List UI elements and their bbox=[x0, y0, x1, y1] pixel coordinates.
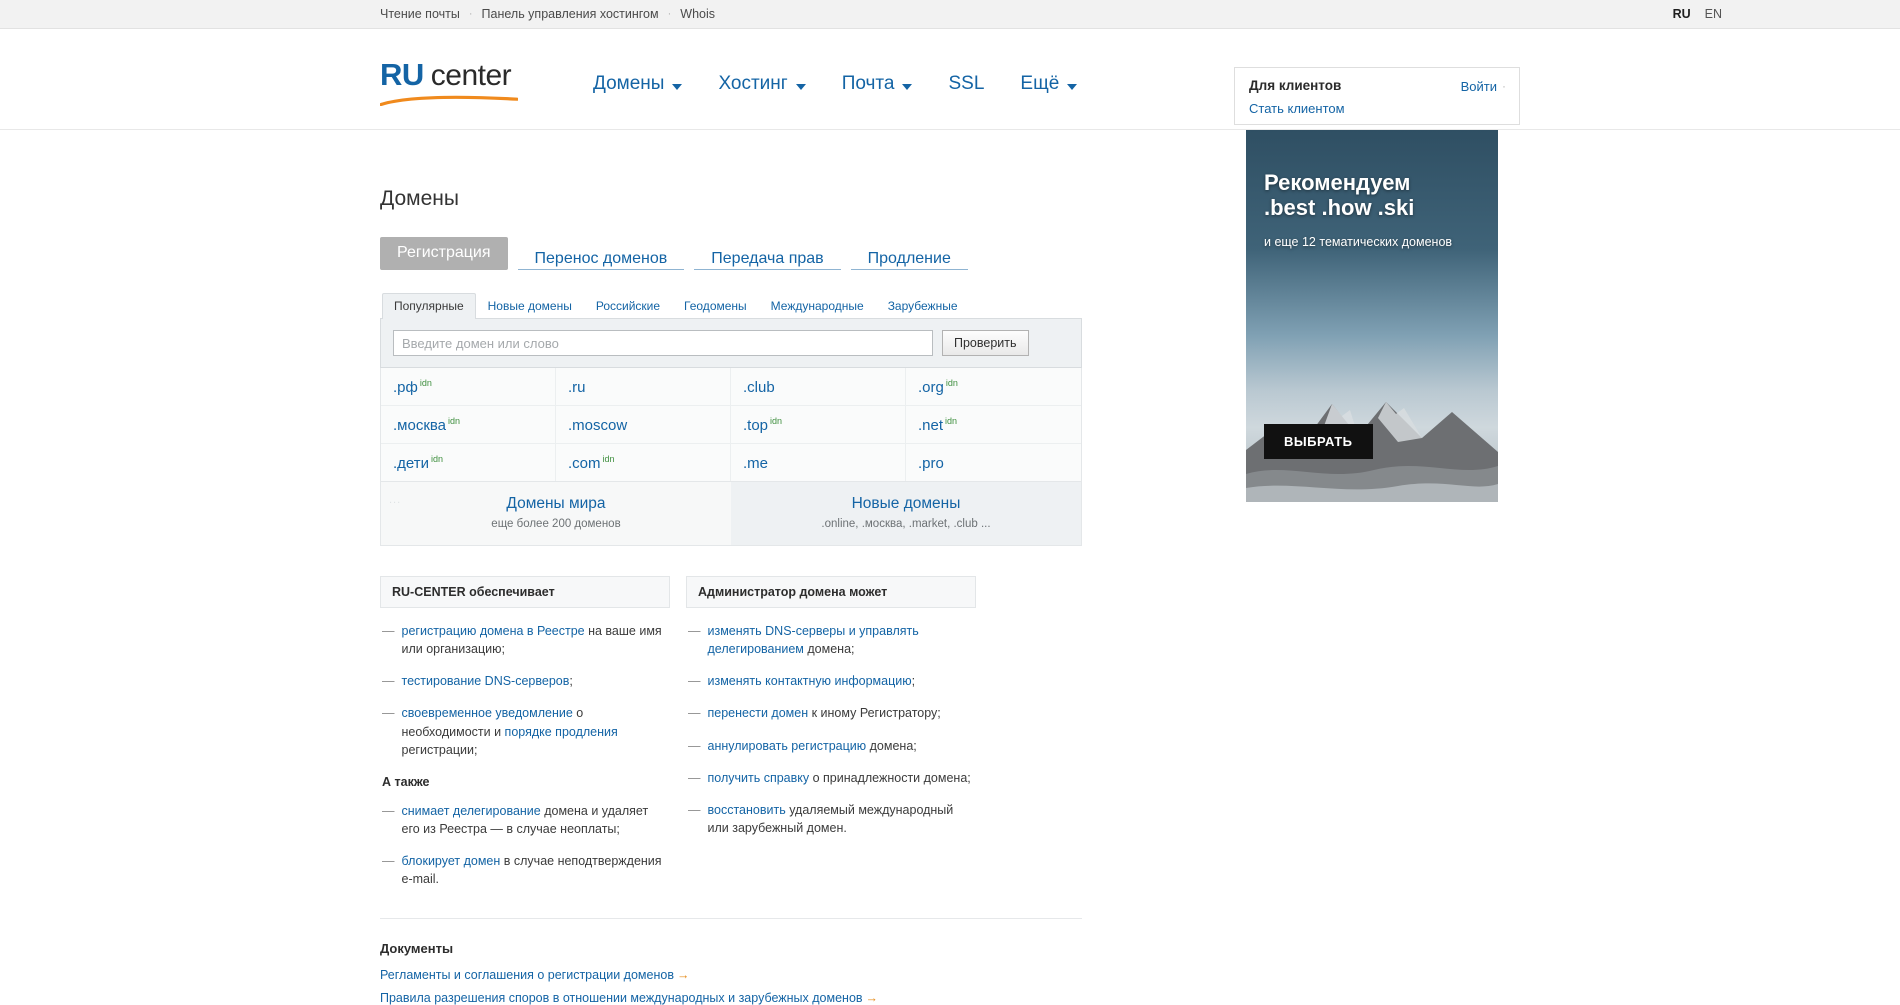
info-column-admin-can bbox=[686, 576, 976, 902]
idn-badge: idn bbox=[945, 378, 958, 388]
document-link-dispute-rules[interactable] bbox=[380, 991, 1082, 1005]
link-change-contacts[interactable]: изменять контактную информацию bbox=[707, 674, 912, 689]
documents-section bbox=[380, 941, 1082, 1005]
zone-label: .pro bbox=[918, 455, 944, 472]
idn-badge: idn bbox=[431, 454, 444, 464]
zone-label: .club bbox=[743, 379, 775, 396]
zone-item[interactable] bbox=[731, 444, 906, 481]
dash-icon: — bbox=[688, 802, 701, 817]
lang-en[interactable]: EN bbox=[1704, 7, 1722, 21]
zone-promo-row bbox=[380, 482, 1082, 546]
nav-item-mail[interactable] bbox=[842, 73, 913, 95]
info-column-heading: RU-CENTER обеспечивает bbox=[380, 576, 670, 608]
zone-item[interactable] bbox=[381, 368, 556, 406]
chevron-down-icon bbox=[796, 84, 806, 90]
zone-item[interactable] bbox=[381, 444, 556, 481]
zone-label: .москва bbox=[393, 417, 447, 434]
logo-text-ru: RU bbox=[380, 57, 424, 92]
tab-renewal[interactable]: Продление bbox=[851, 243, 968, 270]
page-title: Домены bbox=[380, 187, 459, 210]
list-item-text: домена; bbox=[866, 738, 917, 753]
mountain-illustration bbox=[1246, 332, 1498, 502]
banner-subtitle: и еще 12 тематических доменов bbox=[1264, 234, 1453, 249]
zone-label: .дети bbox=[393, 455, 430, 472]
link-dns-testing[interactable]: тестирование DNS-серверов bbox=[401, 674, 570, 689]
zone-tab-popular[interactable]: Популярные bbox=[382, 293, 476, 319]
dash-icon: — bbox=[382, 803, 395, 818]
zone-category-tabs bbox=[380, 292, 1082, 319]
link-block-domain[interactable]: блокирует домен bbox=[401, 854, 501, 868]
link-register-domain[interactable]: регистрацию домена в Реестре bbox=[401, 624, 585, 638]
login-link[interactable]: Войти bbox=[1460, 79, 1497, 94]
domain-search-input[interactable] bbox=[393, 330, 933, 356]
list-item-text: домена; bbox=[803, 642, 855, 657]
promo-title: Новые домены bbox=[851, 495, 961, 512]
tab-registration[interactable]: Регистрация bbox=[380, 237, 508, 270]
zone-item[interactable] bbox=[556, 368, 731, 406]
nav-item-more[interactable] bbox=[1020, 73, 1077, 95]
nav-item-ssl[interactable] bbox=[948, 73, 984, 95]
zone-item[interactable] bbox=[381, 406, 556, 444]
chevron-down-icon bbox=[1067, 84, 1077, 90]
idn-badge: idn bbox=[448, 416, 461, 426]
link-timely-notice[interactable]: своевременное уведомление bbox=[401, 706, 573, 721]
zone-label: .рф bbox=[393, 379, 418, 396]
search-row bbox=[380, 319, 1082, 368]
tab-transfer[interactable]: Перенос доменов bbox=[518, 243, 685, 270]
zone-label: .moscow bbox=[568, 417, 628, 434]
list-item-text: удаляемый международный или зарубежный домен. bbox=[707, 802, 954, 835]
client-box-title: Для клиентов bbox=[1249, 78, 1342, 93]
nav-item-domains[interactable] bbox=[593, 73, 682, 95]
utility-link-mail[interactable]: Чтение почты bbox=[380, 7, 460, 21]
decorative-ghost-text: ... bbox=[389, 494, 402, 506]
nav-item-label: Ещё bbox=[1020, 73, 1060, 94]
list-item-text: домена и удаляет его из Реестра — в случае неоплаты; bbox=[401, 803, 649, 836]
dash-icon: — bbox=[688, 706, 701, 721]
nav-item-label: Хостинг bbox=[718, 73, 788, 94]
zone-tab-foreign[interactable]: Зарубежные bbox=[887, 299, 958, 313]
document-link-label: Регламенты и соглашения о регистрации доменов bbox=[380, 968, 674, 983]
logo-ru-center[interactable] bbox=[380, 57, 530, 109]
utility-link-whois[interactable]: Whois bbox=[680, 7, 715, 21]
page-body bbox=[380, 130, 1520, 1005]
info-columns bbox=[380, 576, 1082, 902]
list-item bbox=[688, 769, 974, 787]
zone-item[interactable] bbox=[556, 444, 731, 481]
list-item bbox=[688, 622, 974, 658]
nav-item-label: Домены bbox=[593, 73, 665, 94]
dash-icon: — bbox=[688, 738, 701, 753]
zone-label: .org bbox=[918, 379, 944, 396]
list-item bbox=[382, 672, 668, 690]
idn-badge: idn bbox=[770, 416, 783, 426]
promo-new-domains[interactable] bbox=[731, 482, 1081, 545]
dash-icon: — bbox=[382, 854, 395, 868]
dash-icon: — bbox=[382, 706, 395, 721]
list-item bbox=[688, 672, 974, 690]
divider bbox=[380, 918, 1082, 919]
utility-bar-links bbox=[380, 7, 1520, 21]
main-navigation bbox=[593, 73, 1077, 95]
promo-subtitle: .online, .москва, .market, .club ... bbox=[821, 518, 991, 530]
list-item bbox=[688, 704, 974, 722]
link-cancel-registration[interactable]: аннулировать регистрацию bbox=[707, 738, 867, 753]
link-manage-dns[interactable]: изменять DNS-серверы и управлять делегированием bbox=[707, 624, 919, 657]
zone-tab-new[interactable]: Новые домены bbox=[487, 299, 572, 313]
chevron-down-icon bbox=[902, 84, 912, 90]
link-remove-delegation[interactable]: снимает делегирование bbox=[401, 803, 541, 818]
nav-item-hosting[interactable] bbox=[718, 73, 805, 95]
promo-banner[interactable] bbox=[1246, 130, 1498, 502]
tab-rights-transfer[interactable]: Передача прав bbox=[694, 243, 840, 270]
main-content bbox=[380, 187, 1082, 1005]
nav-item-label: Почта bbox=[841, 73, 895, 94]
become-client-link[interactable]: Стать клиентом bbox=[1249, 101, 1345, 116]
dash-icon: — bbox=[688, 674, 701, 689]
zone-item[interactable] bbox=[731, 368, 906, 406]
banner-line-1: Рекомендуем bbox=[1264, 170, 1411, 195]
banner-choose-button[interactable]: ВЫБРАТЬ bbox=[1264, 424, 1373, 459]
logo-swoosh-icon bbox=[380, 95, 518, 106]
list-item-text: регистрации; bbox=[401, 742, 478, 757]
dash-icon: — bbox=[688, 770, 701, 785]
list-item-text: о необходимости и bbox=[401, 706, 584, 739]
client-box bbox=[1234, 67, 1520, 125]
nav-item-label: SSL bbox=[948, 73, 985, 94]
list-item-text: в случае неподтверждения e-mail. bbox=[401, 854, 662, 887]
list-item bbox=[382, 622, 668, 658]
info-column-subheading: А также bbox=[382, 774, 430, 789]
list-item-text: ; bbox=[569, 674, 573, 689]
zone-grid bbox=[380, 368, 1082, 482]
logo-text-center: center bbox=[430, 59, 512, 92]
zone-item[interactable] bbox=[556, 406, 731, 444]
promo-world-domains[interactable] bbox=[381, 482, 731, 545]
list-item-text: к иному Регистратору; bbox=[808, 706, 941, 721]
list-item-text: ; bbox=[911, 674, 916, 689]
promo-subtitle: еще более 200 доменов bbox=[491, 518, 621, 530]
chevron-down-icon bbox=[672, 84, 682, 90]
promo-title: Домены мира bbox=[506, 495, 606, 512]
document-link-regulations[interactable] bbox=[380, 968, 1082, 982]
language-switcher bbox=[1673, 7, 1722, 21]
list-item bbox=[688, 801, 974, 837]
login-separator-dot: · bbox=[1502, 79, 1506, 93]
zone-item[interactable] bbox=[906, 444, 1081, 481]
link-get-certificate[interactable]: получить справку bbox=[707, 770, 810, 785]
list-item-text: о принадлежности домена; bbox=[809, 770, 971, 785]
list-item bbox=[382, 852, 668, 888]
section-tabs bbox=[380, 237, 1082, 270]
dash-icon: — bbox=[688, 624, 701, 638]
list-item-text: на ваше имя или организацию; bbox=[401, 624, 662, 657]
domain-search-panel bbox=[380, 292, 1082, 546]
zone-label: .top bbox=[743, 417, 769, 434]
zone-tab-geo[interactable]: Геодомены bbox=[684, 299, 747, 313]
idn-badge: idn bbox=[602, 454, 615, 464]
zone-tab-russian[interactable]: Российские bbox=[595, 299, 661, 313]
list-item bbox=[382, 802, 668, 838]
idn-badge: idn bbox=[419, 378, 432, 388]
list-item bbox=[382, 704, 668, 758]
dash-icon: — bbox=[382, 674, 395, 689]
zone-item[interactable] bbox=[906, 406, 1081, 444]
zone-label: .com bbox=[568, 455, 601, 472]
dash-icon: — bbox=[382, 624, 395, 638]
utility-bar bbox=[0, 0, 1900, 29]
idn-badge: idn bbox=[945, 416, 958, 426]
banner-line-2: .best .how .ski bbox=[1264, 195, 1415, 221]
zone-item[interactable] bbox=[906, 368, 1081, 406]
documents-heading: Документы bbox=[380, 941, 454, 957]
site-header bbox=[0, 29, 1900, 130]
separator-dot: · bbox=[468, 8, 473, 20]
link-renewal-order[interactable]: порядке продления bbox=[504, 724, 618, 739]
info-column-provides bbox=[380, 576, 670, 902]
link-transfer-domain[interactable]: перенести домен bbox=[707, 706, 809, 721]
document-link-label: Правила разрешения споров в отношении международных и зарубежных доменов bbox=[380, 991, 863, 1005]
list-item bbox=[688, 737, 974, 755]
info-column-heading: Администратор домена может bbox=[686, 576, 976, 608]
arrow-right-icon: → bbox=[676, 968, 690, 983]
separator-dot: · bbox=[667, 8, 672, 20]
zone-label: .me bbox=[743, 455, 769, 472]
zone-label: .net bbox=[918, 417, 944, 434]
check-domain-button[interactable]: Проверить bbox=[942, 330, 1029, 356]
zone-label: .ru bbox=[568, 379, 586, 396]
zone-item[interactable] bbox=[731, 406, 906, 444]
lang-ru[interactable]: RU bbox=[1672, 7, 1691, 21]
link-restore-domain[interactable]: восстановить bbox=[707, 802, 786, 817]
utility-link-hosting-panel[interactable]: Панель управления хостингом bbox=[481, 7, 659, 21]
zone-tab-international[interactable]: Международные bbox=[770, 299, 864, 313]
banner-text bbox=[1264, 170, 1452, 249]
arrow-right-icon: → bbox=[865, 991, 879, 1005]
